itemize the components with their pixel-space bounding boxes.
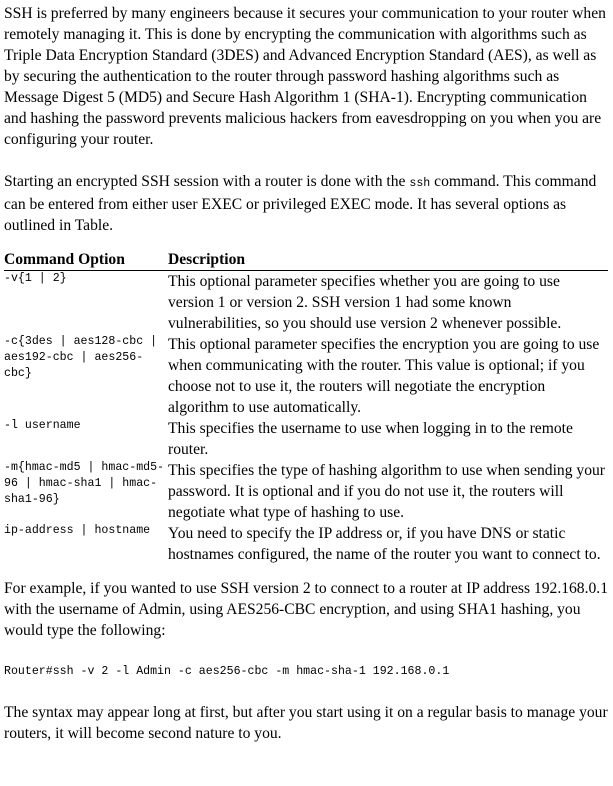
description-cell: This specifies the type of hashing algorithm to use when sending your password. It is optional and if you do not use it, the routers will negotiate what type of hashing to use. <box>168 462 605 521</box>
command-example: Router#ssh -v 2 -l Admin -c aes256-cbc -m hmac-sha-1 192.168.0.1 <box>4 665 450 678</box>
header-description: Description <box>168 251 246 268</box>
example-paragraph: For example, if you wanted to use SSH version 2 to connect to a router at IP address 192.168.0.1 with the username of Admin, using AES256-CBC encryption, and using SHA1 hashing, you would type the following: <box>4 580 608 639</box>
option-cell: -v{1 | 2} <box>4 271 168 335</box>
intro-paragraph: SSH is preferred by many engineers because it secures your communication to your router when remotely managing it. This is done by encrypting the communication with algorithms such as Triple Data Encryption Standard (3DES) and Advanced Encryption Standard (AES), as well as by securing the authentication to the router through password hashing algorithms such as Message Digest 5 (MD5) and Secure Hash Algorithm 1 (SHA-1). Encrypting communication and hashing the password prevents malicious hackers from eavesdropping on you when you are configuring your router. <box>4 5 606 148</box>
table-header-row <box>4 250 608 271</box>
description-cell: This optional parameter specifies the encryption you are going to use when communicating with the router. This value is optional; if you choose not to use it, the routers will negotiate the encryption algorithm to use automatically. <box>168 336 600 416</box>
option-cell: ip-address | hostname <box>4 524 151 537</box>
paragraph-text-after: command. This command can be entered from either user EXEC or privileged EXEC mode. It has several options as outlined in Table. <box>4 173 597 234</box>
inline-code-ssh: ssh <box>409 177 431 190</box>
command-options-table <box>4 250 608 565</box>
option-cell: -c{3des | aes128-cbc | aes192-cbc | aes256-cbc} <box>4 335 158 380</box>
table-row <box>4 334 608 418</box>
table-row <box>4 523 608 565</box>
description-cell: You need to specify the IP address or, if you have DNS or static hostnames configured, the name of the router you want to connect to. <box>168 525 601 563</box>
description-cell: This optional parameter specifies whether you are going to use version 1 or version 2. SSH version 1 had some known vulnerabilities, so you should use version 2 whenever possible. <box>168 271 608 335</box>
option-cell: -m{hmac-md5 | hmac-md5-96 | hmac-sha1 | hmac-sha1-96} <box>4 461 165 506</box>
table-row <box>4 418 608 460</box>
closing-paragraph: The syntax may appear long at first, but after you start using it on a regular basis to manage your routers, it will become second nature to you. <box>4 704 608 742</box>
ssh-command-paragraph <box>4 171 608 236</box>
description-cell: This specifies the username to use when logging in to the remote router. <box>168 420 573 458</box>
option-cell: -l username <box>4 419 81 432</box>
table-row <box>4 271 608 335</box>
paragraph-text-before: Starting an encrypted SSH session with a router is done with the <box>4 173 410 190</box>
header-command-option: Command Option <box>4 251 125 268</box>
document-body <box>4 3 608 744</box>
table-row <box>4 460 608 523</box>
